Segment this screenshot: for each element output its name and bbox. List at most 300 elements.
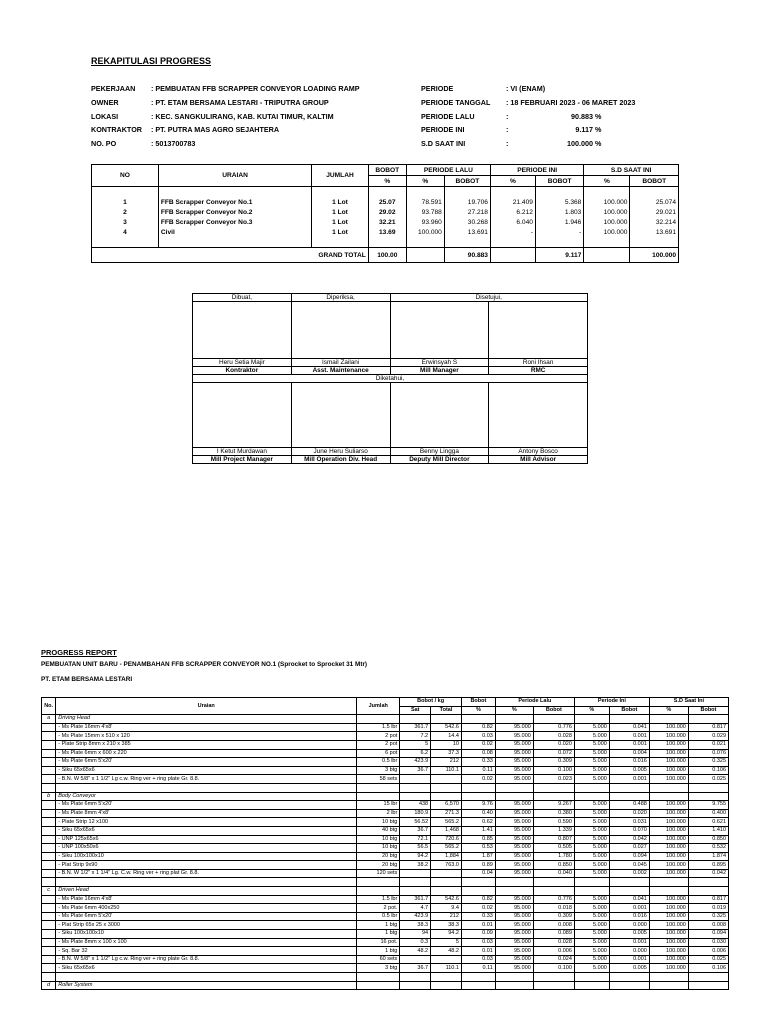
table-cell: 0.002	[609, 869, 649, 878]
table-cell: 95.000	[495, 930, 533, 939]
table-cell	[431, 973, 462, 982]
table-cell: 100.000	[584, 197, 630, 207]
col-periode-ini: PERIODE INI	[490, 165, 583, 176]
table-cell	[400, 783, 431, 792]
table-cell: 0.000	[609, 921, 649, 930]
table-cell: 13.691	[444, 227, 490, 237]
table-cell: 1 btg	[357, 921, 400, 930]
table-cell	[533, 887, 574, 896]
table-cell	[357, 715, 400, 724]
table-cell: 5.000	[574, 912, 609, 921]
table-cell: 25.07	[368, 197, 406, 207]
table-cell	[495, 792, 533, 801]
table-cell: 5.000	[574, 732, 609, 741]
pr-col-sd-pct: %	[649, 706, 688, 715]
item-description: - Plat Strip 9x90	[56, 861, 357, 870]
col-sd-saat-ini: S.D SAAT INI	[584, 165, 679, 176]
signatory-name: June Heru Suliarso	[291, 448, 390, 456]
table-cell: 0.008	[533, 921, 574, 930]
table-cell: 10	[431, 740, 462, 749]
table-cell	[574, 715, 609, 724]
table-cell	[42, 809, 56, 818]
table-cell: 38.3	[400, 921, 431, 930]
progress-subtitle: PEMBUATAN UNIT BARU - PENAMBAHAN FFB SCRAPPER CONVEYOR NO.1 (Sprocket to Sprocket 31 Mtr)	[41, 661, 368, 668]
table-cell	[42, 964, 56, 973]
table-cell: 21.409	[490, 197, 535, 207]
table-cell: 4.7	[400, 904, 431, 913]
table-cell: 0.33	[461, 758, 495, 767]
table-cell: 3	[92, 217, 159, 227]
section-label: Driven Head	[56, 887, 357, 896]
table-cell	[649, 792, 688, 801]
table-cell	[533, 783, 574, 792]
table-cell: 36.7	[400, 964, 431, 973]
table-cell	[495, 715, 533, 724]
table-row	[42, 861, 729, 870]
info-colon: : VI (ENAM)	[506, 84, 546, 93]
table-cell: 0.03	[461, 732, 495, 741]
table-cell: 100.000	[649, 766, 688, 775]
table-cell: 0.03	[461, 955, 495, 964]
table-cell	[42, 766, 56, 775]
table-cell: 0.02	[461, 904, 495, 913]
table-cell: 5.000	[574, 869, 609, 878]
section-label: Body Conveyor	[56, 792, 357, 801]
table-cell: 95.000	[495, 852, 533, 861]
info-label: PEKERJAAN	[91, 84, 136, 93]
table-cell: 7.2	[400, 732, 431, 741]
info-row	[421, 125, 611, 139]
table-cell: 13.691	[630, 227, 679, 237]
table-cell: 0.016	[609, 758, 649, 767]
table-cell: 0.029	[688, 732, 728, 741]
table-cell	[400, 981, 431, 990]
table-cell	[42, 869, 56, 878]
table-cell	[574, 783, 609, 792]
table-cell	[42, 801, 56, 810]
table-row	[42, 912, 729, 921]
item-description: - Ms Plate 6mm 5'x20'	[56, 912, 357, 921]
info-label: S.D SAAT INI	[421, 139, 466, 149]
item-description: - Ms Plate 6mm x 600 x 220	[56, 749, 357, 758]
table-cell: 0.008	[688, 921, 728, 930]
table-cell: 29.02	[368, 207, 406, 217]
table-cell	[461, 973, 495, 982]
table-cell: 0.505	[533, 844, 574, 853]
info-unit: %	[595, 125, 602, 135]
table-cell: 0.006	[533, 947, 574, 956]
table-cell	[688, 887, 728, 896]
table-cell: 5.000	[574, 921, 609, 930]
table-cell	[574, 887, 609, 896]
table-cell: 271.3	[431, 809, 462, 818]
table-cell: FFB Scrapper Conveyor No.1	[158, 197, 311, 207]
info-colon: :	[506, 125, 509, 135]
table-cell: 542.6	[431, 895, 462, 904]
table-row	[42, 818, 729, 827]
table-cell	[533, 878, 574, 887]
page-title: REKAPITULASI PROGRESS	[91, 56, 212, 66]
info-label: KONTRAKTOR	[91, 125, 142, 135]
table-cell: 38.2	[400, 861, 431, 870]
table-cell: 0.817	[688, 723, 728, 732]
table-cell	[649, 783, 688, 792]
summary-table	[91, 164, 679, 263]
table-row	[42, 715, 729, 724]
table-cell	[461, 887, 495, 896]
grand-total-bobot: 100.00	[368, 248, 406, 263]
table-cell: 0.5 lbr	[357, 912, 400, 921]
table-cell: 110.1	[431, 964, 462, 973]
table-cell: 94	[400, 930, 431, 939]
table-cell: 0.100	[533, 766, 574, 775]
table-cell: 0.006	[688, 947, 728, 956]
table-cell: 100.000	[406, 227, 444, 237]
item-description: - Siku 65x65x6	[56, 766, 357, 775]
table-cell	[688, 792, 728, 801]
pr-col-jumlah: Jumlah	[357, 698, 400, 715]
item-description: - Siku 100x100x10	[56, 852, 357, 861]
table-cell: 0.590	[533, 818, 574, 827]
item-description: - Siku 65x65x6	[56, 826, 357, 835]
item-description: - Plat Strip 65x 25 x 3000	[56, 921, 357, 930]
table-cell: 5.000	[574, 904, 609, 913]
col-periode-lalu: PERIODE LALU	[406, 165, 490, 176]
table-cell: 95.000	[495, 869, 533, 878]
info-value: : PEMBUATAN FFB SCRAPPER CONVEYOR LOADING RAMP	[151, 84, 360, 93]
table-cell: 0.04	[461, 869, 495, 878]
table-cell: 0.042	[609, 835, 649, 844]
table-cell: 0.53	[461, 844, 495, 853]
item-description: - UNP 100x50x6	[56, 844, 357, 853]
pr-col-uraian: Uraian	[56, 698, 357, 715]
table-cell: 0.094	[609, 852, 649, 861]
table-cell: 5.000	[574, 895, 609, 904]
table-cell	[431, 981, 462, 990]
table-cell: 5.000	[574, 801, 609, 810]
table-cell: 32.21	[368, 217, 406, 227]
table-cell: 1.803	[535, 207, 583, 217]
table-cell	[461, 981, 495, 990]
table-cell	[56, 783, 357, 792]
table-row	[42, 981, 729, 990]
signatory-name: Benny Lingga	[390, 448, 489, 456]
table-row	[42, 844, 729, 853]
table-cell: 4	[92, 227, 159, 237]
signature-area	[291, 302, 390, 359]
table-cell: 94.2	[431, 930, 462, 939]
table-row	[42, 930, 729, 939]
table-row	[42, 801, 729, 810]
col-sd-bobot: BOBOT	[630, 176, 679, 187]
table-row	[42, 904, 729, 913]
table-row	[42, 852, 729, 861]
item-description: - Siku 65x65x6	[56, 964, 357, 973]
item-description: - Ms Plate 16mm 4'x8'	[56, 895, 357, 904]
table-cell: 100.000	[649, 740, 688, 749]
table-cell: 0.776	[533, 895, 574, 904]
table-cell: 0.309	[533, 912, 574, 921]
table-cell: 100.000	[649, 938, 688, 947]
col-uraian: URAIAN	[158, 165, 311, 187]
table-cell: 0.025	[688, 955, 728, 964]
table-cell: 1 Lot	[312, 227, 369, 237]
table-cell	[431, 878, 462, 887]
info-unit: %	[595, 111, 602, 121]
table-cell	[42, 723, 56, 732]
project-info-right	[421, 84, 636, 153]
table-cell: 0.01	[461, 947, 495, 956]
table-cell: 423.9	[400, 758, 431, 767]
table-cell: 0.001	[609, 740, 649, 749]
item-description: - Ms Plate 6mm 400x250	[56, 904, 357, 913]
table-cell: 0.041	[609, 895, 649, 904]
signatory-role: Mill Operation Div. Head	[291, 456, 390, 464]
table-cell	[461, 715, 495, 724]
table-cell: 48.2	[431, 947, 462, 956]
table-cell: 78.591	[406, 197, 444, 207]
table-cell	[42, 758, 56, 767]
table-cell: 56.52	[400, 818, 431, 827]
table-cell	[649, 878, 688, 887]
table-cell: 1,468	[431, 826, 462, 835]
table-cell	[574, 878, 609, 887]
table-cell	[42, 740, 56, 749]
table-cell	[495, 887, 533, 896]
table-cell: 100.000	[649, 749, 688, 758]
table-cell	[42, 835, 56, 844]
table-cell: 1.41	[461, 826, 495, 835]
table-cell	[42, 818, 56, 827]
table-cell: 100.000	[649, 775, 688, 784]
table-row	[42, 758, 729, 767]
table-cell: 100.000	[649, 801, 688, 810]
table-cell: 2 pot	[357, 740, 400, 749]
table-cell: 100.000	[584, 207, 630, 217]
table-row	[42, 895, 729, 904]
table-cell: 100.000	[649, 723, 688, 732]
table-cell: 0.024	[533, 955, 574, 964]
info-row	[421, 97, 636, 112]
table-cell: 0.004	[609, 749, 649, 758]
signatory-name: Antony Bosco	[489, 448, 588, 456]
signature-area	[489, 302, 588, 359]
table-cell: 1 Lot	[312, 197, 369, 207]
table-cell: 95.000	[495, 740, 533, 749]
info-value: : KEC. SANGKULIRANG, KAB. KUTAI TIMUR, KALTIM	[151, 111, 334, 121]
item-description: - Ms Plate 15mm x 510 x 120	[56, 732, 357, 741]
table-row	[42, 835, 729, 844]
table-cell: 1 btg	[357, 947, 400, 956]
table-cell: 0.82	[461, 723, 495, 732]
table-cell: 1,884	[431, 852, 462, 861]
table-cell: 1	[92, 197, 159, 207]
table-cell: FFB Scrapper Conveyor No.2	[158, 207, 311, 217]
table-cell: 0.02	[461, 775, 495, 784]
table-row	[42, 792, 729, 801]
pr-col-sd-bobot: Bobot	[688, 706, 728, 715]
table-row	[92, 217, 679, 227]
table-cell	[400, 878, 431, 887]
table-cell: 100.000	[584, 227, 630, 237]
signature-area	[193, 383, 292, 448]
table-cell: 565.2	[431, 818, 462, 827]
table-cell: 100.000	[584, 217, 630, 227]
pr-col-ini-bobot: Bobot	[609, 706, 649, 715]
table-cell: -	[535, 227, 583, 237]
table-cell	[649, 887, 688, 896]
table-cell: 438	[400, 801, 431, 810]
table-cell: 100.000	[649, 844, 688, 853]
table-cell	[574, 981, 609, 990]
table-cell: 0.3	[400, 938, 431, 947]
table-cell: 29.021	[630, 207, 679, 217]
info-label: PERIODE TANGGAL	[421, 97, 491, 107]
pr-col-bobot: Bobot	[461, 698, 495, 707]
signature-area	[390, 383, 489, 448]
table-cell: 5.000	[574, 818, 609, 827]
table-cell	[42, 973, 56, 982]
progress-table	[41, 697, 729, 990]
table-cell	[609, 981, 649, 990]
table-cell	[400, 775, 431, 784]
item-description: - UNP 125x65x6	[56, 835, 357, 844]
table-cell: 5.000	[574, 930, 609, 939]
table-cell: 0.817	[688, 895, 728, 904]
table-row	[42, 973, 729, 982]
table-cell: 100.000	[649, 955, 688, 964]
table-cell	[357, 878, 400, 887]
info-unit: %	[595, 139, 602, 149]
table-cell: 0.106	[688, 964, 728, 973]
table-cell: 0.100	[533, 964, 574, 973]
table-cell: 1.87	[461, 852, 495, 861]
signatory-name: Heru Setia Majir	[193, 359, 292, 367]
table-cell: 100.000	[649, 758, 688, 767]
info-value: : 5013700783	[151, 139, 196, 149]
table-cell: b	[42, 792, 56, 801]
table-cell: 6 pot	[357, 749, 400, 758]
table-row	[42, 964, 729, 973]
table-cell	[609, 715, 649, 724]
table-cell: 0.82	[461, 895, 495, 904]
sig-disetujui-label: Disetujui,	[390, 294, 587, 302]
table-cell	[495, 973, 533, 982]
table-cell: 0.089	[533, 930, 574, 939]
pr-col-ini: Periode Ini	[574, 698, 649, 707]
table-row	[42, 740, 729, 749]
table-cell	[609, 887, 649, 896]
table-row	[42, 887, 729, 896]
table-cell	[400, 887, 431, 896]
sig-diketahui-label: Diketahui,	[193, 375, 588, 383]
signatory-role: RMC	[489, 367, 588, 375]
table-cell: 0.850	[688, 835, 728, 844]
table-cell: 0.001	[609, 775, 649, 784]
table-cell: 5.000	[574, 775, 609, 784]
table-cell: 120 sets	[357, 869, 400, 878]
table-cell: 0.025	[688, 775, 728, 784]
table-cell: 20 btg	[357, 861, 400, 870]
info-value: 9.117	[575, 125, 593, 135]
table-cell: 6,570	[431, 801, 462, 810]
table-cell: 0.072	[533, 749, 574, 758]
table-cell: 0.03	[461, 938, 495, 947]
table-cell: 100.000	[649, 912, 688, 921]
table-cell: 1.874	[688, 852, 728, 861]
table-cell	[42, 852, 56, 861]
table-cell: 38.3	[431, 921, 462, 930]
col-ini-bobot: BOBOT	[535, 176, 583, 187]
table-cell	[688, 715, 728, 724]
table-cell: 361.7	[400, 723, 431, 732]
table-row	[42, 783, 729, 792]
col-sd-pct: %	[584, 176, 630, 187]
signatory-role: Asst. Maintenance	[291, 367, 390, 375]
item-description: - Ms Plate 6mm 5'x20'	[56, 758, 357, 767]
table-cell	[42, 878, 56, 887]
table-cell: 5.000	[574, 766, 609, 775]
pr-col-sat: Sat	[400, 706, 431, 715]
signatory-role: Mill Manager	[390, 367, 489, 375]
table-cell: 95.000	[495, 964, 533, 973]
table-cell: 95.000	[495, 947, 533, 956]
table-cell: Civil	[158, 227, 311, 237]
grand-total-label: GRAND TOTAL	[92, 248, 369, 263]
table-cell	[42, 826, 56, 835]
table-cell: 100.000	[649, 818, 688, 827]
table-cell: 100.000	[649, 826, 688, 835]
table-cell: 0.776	[533, 723, 574, 732]
item-description: - Ms Plate 6mm 5'x20'	[56, 801, 357, 810]
table-cell	[42, 861, 56, 870]
table-cell	[357, 783, 400, 792]
table-cell: 0.005	[609, 930, 649, 939]
info-row	[421, 84, 611, 98]
table-row	[42, 826, 729, 835]
table-cell	[688, 981, 728, 990]
grand-total-ini: 9.117	[535, 248, 583, 263]
signature-area	[489, 383, 588, 448]
table-cell: 25.074	[630, 197, 679, 207]
info-label: NO. PO	[91, 139, 117, 149]
table-row	[42, 947, 729, 956]
table-cell	[42, 749, 56, 758]
table-cell: 13.69	[368, 227, 406, 237]
col-bobot-pct: %	[368, 176, 406, 187]
table-cell: 0.001	[609, 938, 649, 947]
table-cell: 58 sets	[357, 775, 400, 784]
table-cell: 0.85	[461, 835, 495, 844]
table-cell: 94.2	[400, 852, 431, 861]
table-cell: 95.000	[495, 895, 533, 904]
table-cell	[533, 973, 574, 982]
table-row	[42, 869, 729, 878]
signatory-name: I Ketut Murdawan	[193, 448, 292, 456]
info-colon: : 18 FEBRUARI 2023 - 06 MARET 2023	[506, 97, 636, 107]
table-row	[92, 207, 679, 217]
table-cell: 2	[92, 207, 159, 217]
table-cell: 6.212	[490, 207, 535, 217]
table-cell: 95.000	[495, 749, 533, 758]
pr-col-no: No.	[42, 698, 56, 715]
table-cell: 100.000	[649, 809, 688, 818]
table-cell: 1.780	[533, 852, 574, 861]
table-row	[42, 938, 729, 947]
signatory-name: Erwinsyah S	[390, 359, 489, 367]
table-cell	[574, 973, 609, 982]
table-cell: 100.000	[649, 895, 688, 904]
